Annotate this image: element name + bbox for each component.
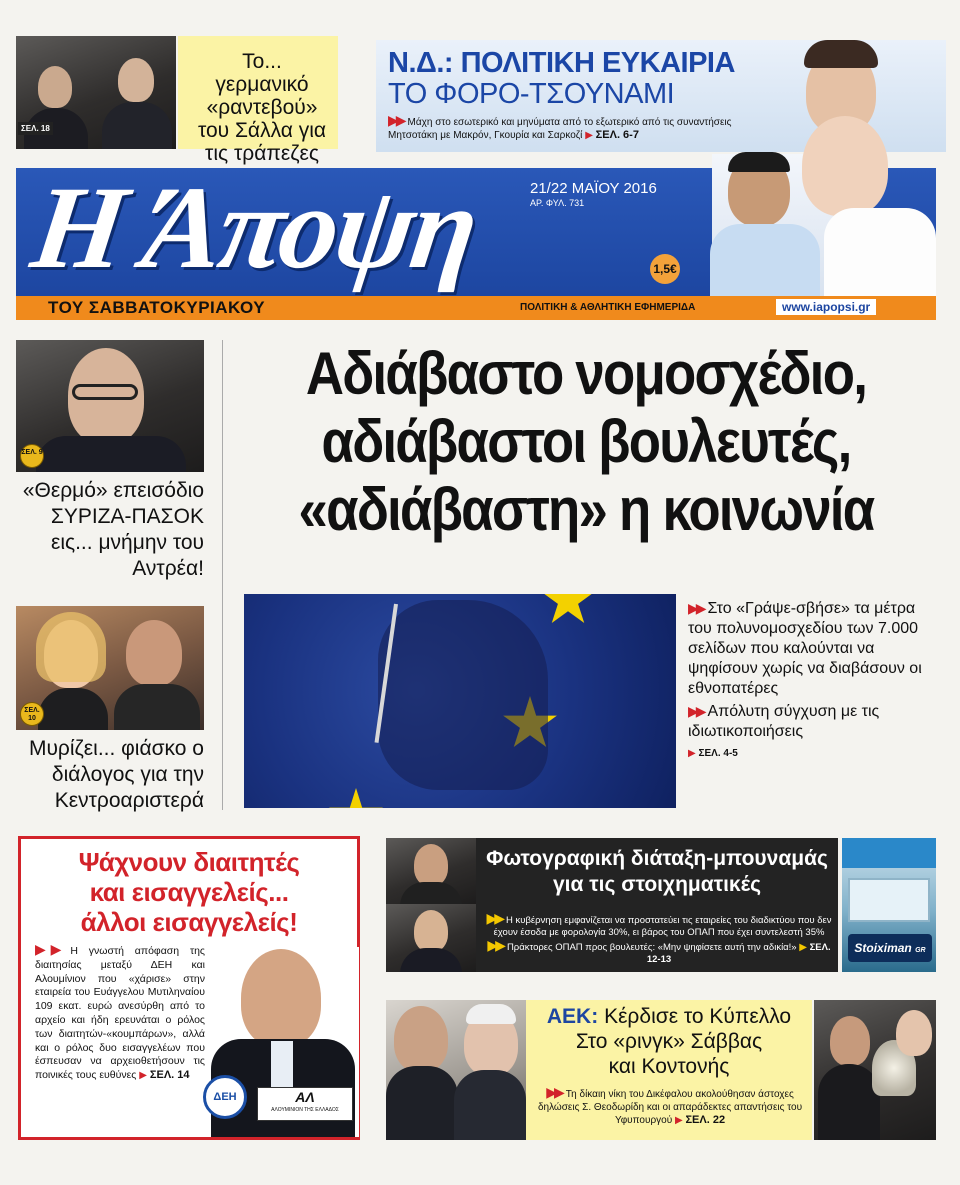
stoiximan-logo: Stoiximan GR [848,934,932,962]
aek-body: ▶▶ Τη δίκαιη νίκη του Δικέφαλου ακολούθησαν άστοχες δηλώσεις Σ. Θεοδωρίδη και οι απαράδεκτες απαντήσεις του Υφυπουργού ▶ ΣΕΛ. 22 [537,1084,803,1126]
column-divider [222,340,223,810]
website-link[interactable]: www.iapopsi.gr [776,299,876,315]
main-bullet-2[interactable]: ▶▶ Απόλυτη σύγχυση με τις ιδιωτικοποιήσεις [688,703,880,740]
masthead-subtitle: ΤΟΥ ΣΑΒΒΑΤΟΚΥΡΙΑΚΟΥ [48,298,266,317]
bullet-icon: ▶▶ [546,1084,562,1100]
aek-story-box [526,1000,812,1140]
bullet-icon: ▶▶ [487,937,503,953]
bullet-icon: ▶▶ [486,910,502,926]
bullet-icon: ▶▶ [688,703,704,719]
summary-ref: ΣΕΛ. 6-7 [595,129,639,141]
page-badge: ΣΕΛ. 18 [18,122,53,135]
headline-line-1: Ψάχνουν διαιτητές [78,847,300,877]
top-left-teaser-box [178,36,338,165]
logo[interactable]: Η Άποψη [24,162,484,293]
top-right-title[interactable] [388,48,808,110]
aek-label: ΑΕΚ: [546,1005,599,1028]
photo-story-body: ▶▶ Η κυβέρνηση εμφανίζεται να προστατεύει τις εταιρείες του διαδικτύου που δεν έχουν έσοδα με φορολογία 30%, ει βάρος του ΟΠΑΠ που έχει συντελεστή 35% ▶▶ Πράκτορες ΟΠΑΠ προς βουλευτές: «Μην ψηφίσετε αυτή την αδικία!» ▶ ΣΕΛ. 12-13 [486,910,832,965]
photo-story-storefront [842,838,936,972]
aluminium-logo: ΑΛ ΑΛΟΥΜΙΝΙΟΝ ΤΗΣ ΕΛΛΑΔΟΣ [257,1087,353,1121]
photo-story-thumb-2 [386,904,476,972]
top-right-summary [388,114,758,142]
headline-line-1: Φωτογραφική διάταξη-μπουναμάς [486,847,828,870]
photo-aek-cup [814,1000,936,1140]
photo-left-2 [16,606,204,730]
masthead-date: 21/22 ΜΑΪΟΥ 2016 [530,180,657,197]
bullet-icon: ▶▶ [688,600,704,616]
triangle-icon: ▶ [139,1070,147,1082]
main-headline[interactable] [269,340,903,544]
summary-text: Μάχη στο εσωτερικό και μηνύματα από το εξωτερικό από τις συναντήσεις Μητσοτάκη με Μακρόν, Γκουρία και Σαρκοζί [388,117,732,141]
top-left-teaser[interactable]: Το... γερμανικό «ραντεβού» του Σάλλα για τις τράπεζες [197,50,327,165]
triangle-icon: ▶ [688,748,696,759]
red-box-story [18,836,360,1140]
red-box-body: ▶▶ Η γνωστή απόφαση της διαιτησίας μεταξύ ΔΕΗ και Αλουμίνιον που «χάρισε» στην εταιρεία του Ευάγγελου Μυτιληναίου 109 εκατ. ευρώ ανεσύρθη από το αρχείο και ήδη ερευνάται ο ρόλος των διαιτητών-«κουμπάρων», αλλά και ο ρόλος δυο εισαγγελέων που έσπευσαν να αρχειοθετήσουν τις ποινικές τους ευθύνες ▶ ΣΕΛ. 14 [35,941,205,1082]
photo-aek-ministers [386,1000,526,1140]
bullet-icon: ▶▶ [35,941,67,957]
photo-story-thumb-1 [386,838,476,904]
headline-line-2: για τις στοιχηματικές [552,873,762,896]
headline-line-3: «αδιάβαστη» η κοινωνία [298,476,874,543]
price-badge: 1,5€ [650,254,680,284]
title-line-1: Ν.Δ.: ΠΟΛΙΤΙΚΗ ΕΥΚΑΙΡΙΑ [388,47,735,79]
main-story-bullets [688,598,938,764]
triangle-icon: ▶ [674,1115,683,1126]
photo-left-1 [16,340,204,472]
photo-story-banner [476,838,838,972]
left-story-2-headline[interactable]: Μυρίζει... φιάσκο ο διάλογος για την Κεντροαριστερά [28,737,204,812]
left-story-1-headline[interactable]: «Θερμό» επεισόδιο ΣΥΡΙΖΑ-ΠΑΣΟΚ εις... μνήμην του Αντρέα! [22,479,204,580]
headline-line-2: και εισαγγελείς... [89,877,289,907]
headline-line-2: Στο «ρινγκ» Σάββας [575,1030,763,1053]
headline-line-2: αδιάβαστοι βουλευτές, [321,408,851,475]
headline-line-1: Αδιάβαστο νομοσχέδιο, [305,340,867,407]
title-line-2: ΤΟ ΦΟΡΟ-ΤΣΟΥΝΑΜΙ [388,78,675,110]
masthead-issue: ΑΡ. ΦΥΛ. 731 [530,198,585,208]
red-box-headline[interactable] [21,847,357,937]
main-bullet-1[interactable]: ▶▶ Στο «Γράψε-σβήσε» τα μέτρα του πολυνομοσχεδίου των 7.000 σελίδων που καλούνται να ψηφίσουν χωρίς να διαβάσουν οι εθνοπατέρες [688,600,922,697]
masthead [16,162,936,296]
headline-line-3: άλλοι εισαγγελείς! [80,907,298,937]
aek-headline[interactable] [526,1004,812,1079]
page-badge: ΣΕΛ. 10 [20,702,44,726]
photo-top-left [16,36,176,149]
photo-story-headline[interactable] [476,846,838,898]
bullet-icon: ▶▶ [388,112,404,128]
masthead-tagline: ΠΟΛΙΤΙΚΗ & ΑΘΛΗΤΙΚΗ ΕΦΗΜΕΡΙΔΑ [520,302,696,313]
page-badge: ΣΕΛ. 9 [20,444,44,468]
dei-logo: ΔΕΗ [203,1075,247,1119]
photo-eu-flag [244,594,676,808]
headline-line-3: και Κοντονής [608,1055,730,1078]
headline-line-1: Κέρδισε το Κύπελλο [604,1005,792,1028]
main-story-ref[interactable]: ▶ ΣΕΛ. 4-5 [688,748,738,759]
triangle-icon: ▶ [799,942,807,953]
masthead-bar [16,296,936,320]
triangle-icon: ▶ [585,130,593,141]
